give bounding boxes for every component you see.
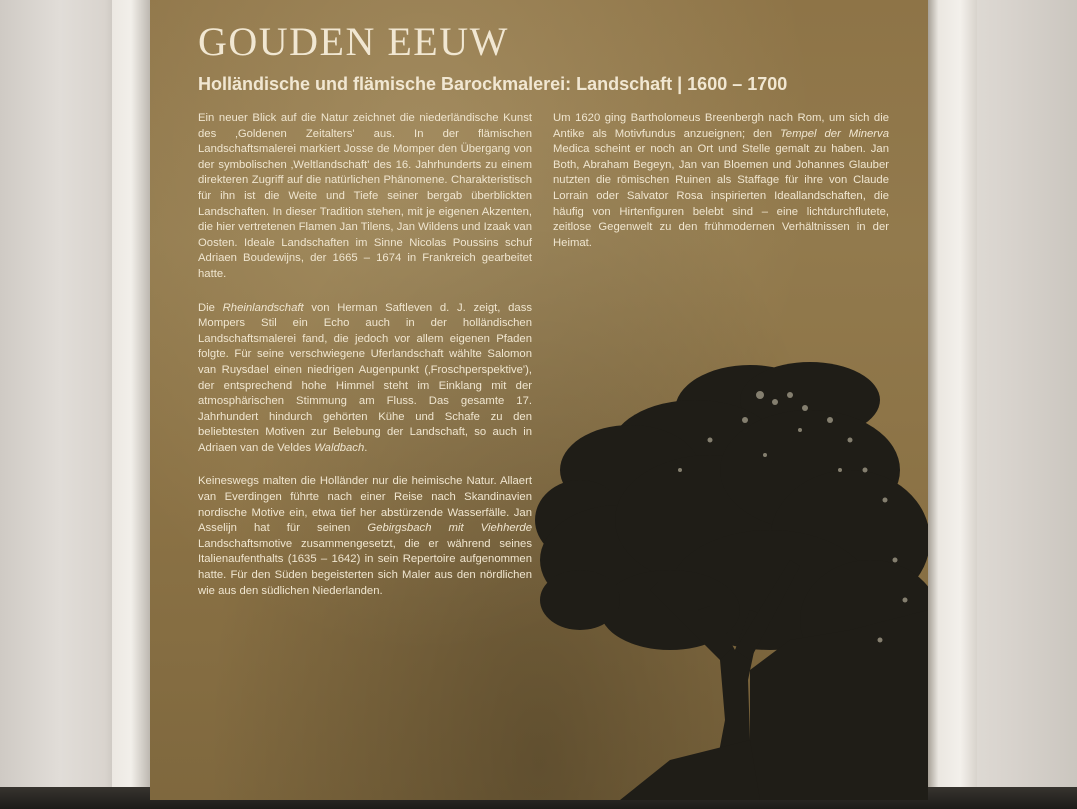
wall-right-pillar [922, 0, 977, 809]
paragraph-2: Die Rheinlandschaft von Herman Saftleven d. J. zeigt, dass Mompers Stil ein Echo auch in der holländischen Landschaftsmalerei fand, die jedoch vor allem eigenen Pfaden folgte. Für seine verschwiegene Uferlandschaft wählte Salomon van Ruysdael einen niedrigen Augenpunkt (‚Froschperspektive'), der entsprechend hohe Himmel steht im Einklang mit der atmosphärischen Stimmung am Fluss. Das gesamte 17. Jahrhundert hindurch gehörten Kühe und Schafe zu den beliebtesten Motiven zur Belebung der Landschaft, so auch in Adriaen van de Veldes Waldbach. [198, 301, 532, 454]
exhibition-banner [150, 0, 928, 800]
banner-title: GOUDEN EEUW [198, 19, 509, 64]
paragraph-1: Ein neuer Blick auf die Natur zeichnet die niederländische Kunst des ‚Goldenen Zeitalters' aus. In der flämischen Landschaftsmalerei markiert Josse de Momper den Übergang von der symbolischen ‚Weltlandschaft' des 16. Jahrhunderts zu einem direkteren Zugriff auf die natürlichen Phänomene. Charakteristisch für ihn ist die Weite und Tiefe seiner bergab überblickten Landschaften. In dieser Tradition stehen, mit je eigenen Akzenten, die hier vertretenen Flamen Jan Tilens, Jan Wildens und Izaak van Oosten. Ideale Landschaften im Sinne Nicolas Poussins schuf Adriaen Boudewijns, der 1665 – 1674 in Frankreich gearbeitet hatte. [198, 112, 532, 280]
paragraph-4: Um 1620 ging Bartholomeus Breenbergh nach Rom, um sich die Antike als Motivfundus anzueignen; den Tempel der Minerva Medica scheint er noch an Ort und Stelle gemalt zu haben. Jan Both, Abraham Begeyn, Jan van Bloemen und Johannes Glauber nutzten die römischen Ruinen als Staffage für ihre von Claude Lorrain oder Salvator Rosa inspirierten Ideallandschaften, die häufig von Hirtenfiguren belebt sind – eine lichtdurchflutete, zeitlose Gegenwelt zu den frühmodernen Verhältnissen in der Heimat. [553, 112, 889, 249]
wall-left-edge [112, 0, 150, 809]
text-column-left [198, 111, 532, 617]
text-column-right [553, 111, 889, 269]
paragraph-3: Keineswegs malten die Holländer nur die heimische Natur. Allaert van Everdingen führte nach einer Reise nach Skandinavien nordische Motive ein, etwa tief her abstürzende Wasserfälle. Jan Asselijn hat für seinen Gebirgsbach mit Viehherde Landschaftsmotive zusammengesetzt, die er während seines Italienaufenthalts (1635 – 1642) in sein Repertoire aufgenommen hatte. Für den Süden begeisterten sich Maler aus den nördlichen wie aus den südlichen Niederlanden. [198, 475, 532, 597]
banner-subtitle: Holländische und flämische Barockmalerei: Landschaft | 1600 – 1700 [198, 74, 788, 94]
